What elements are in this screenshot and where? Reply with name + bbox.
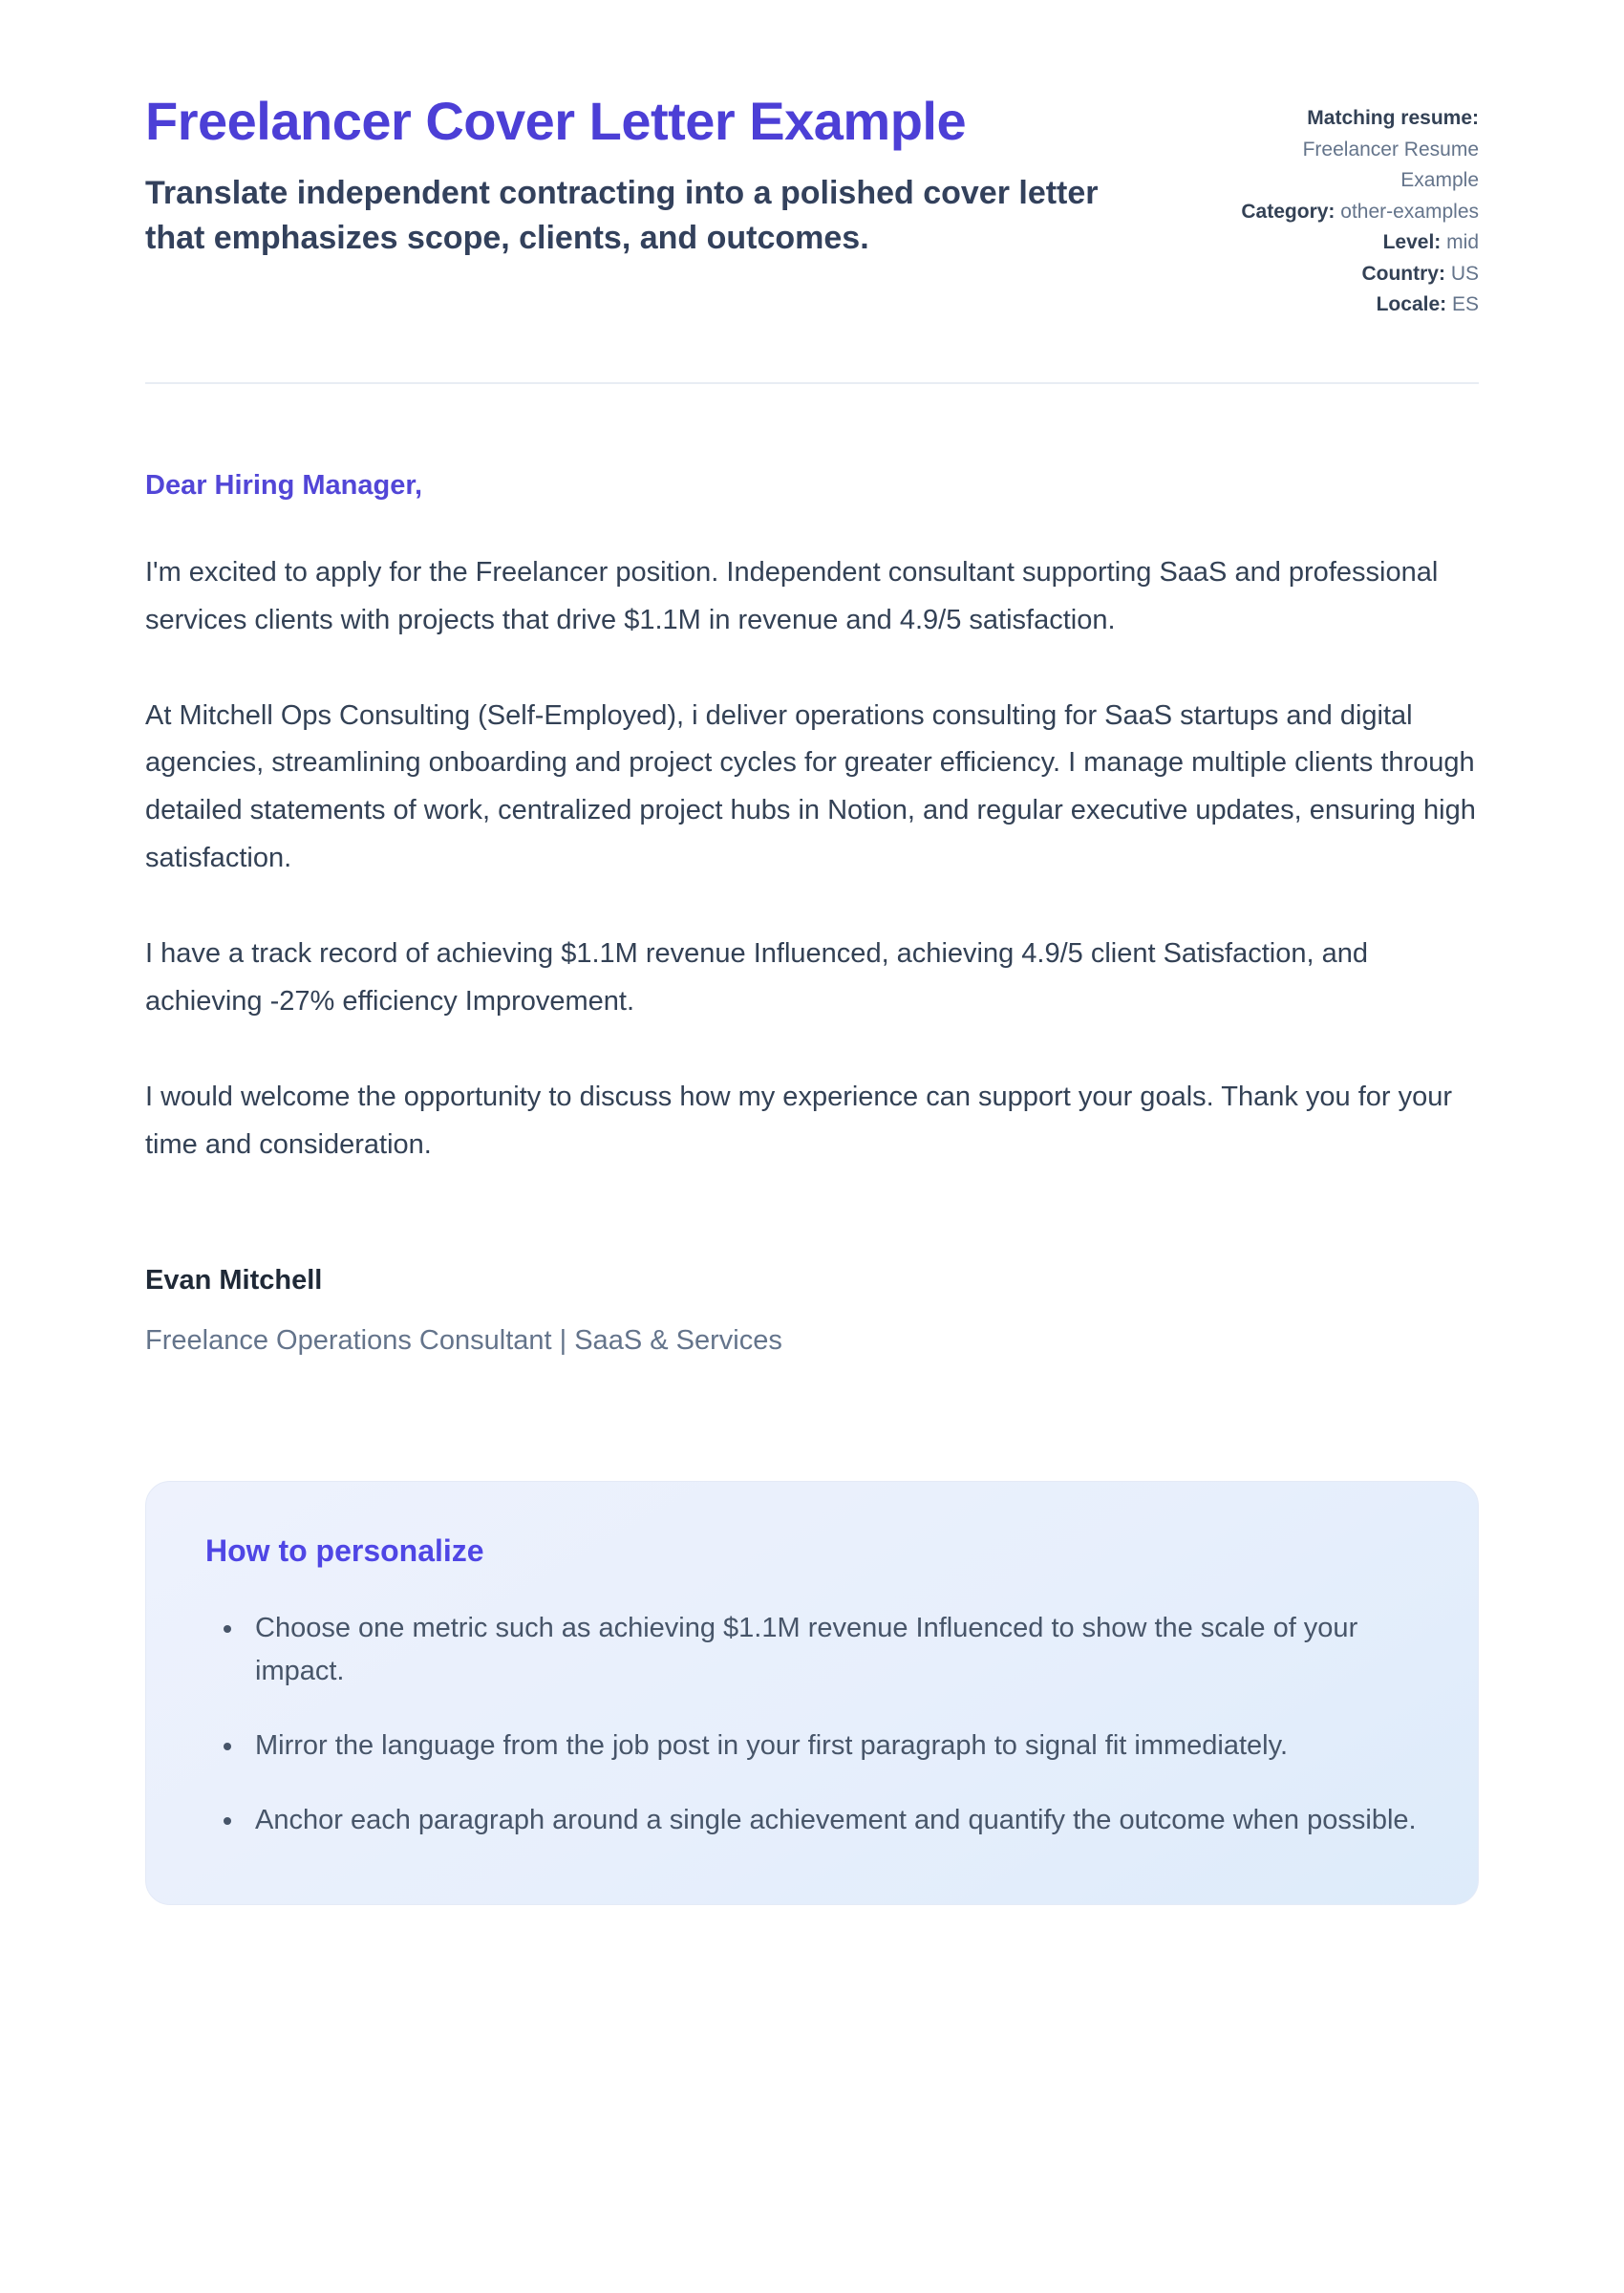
letter-paragraph: I have a track record of achieving $1.1M revenue Influenced, achieving 4.9/5 client Satisfaction, and achieving -27% efficiency Improvement. <box>145 938 1368 1017</box>
meta-value: ES <box>1451 293 1479 316</box>
page-subtitle: Translate independent contracting into a polished cover letter that emphasizes scope, clients, and outcomes. <box>145 174 1099 256</box>
cover-letter-body <box>145 470 1479 1357</box>
personalize-tip: • Anchor each paragraph around a single achievement and quantify the outcome when possible. <box>246 1799 1419 1843</box>
signature-role: Freelance Operations Consultant | SaaS & Services <box>145 1324 782 1356</box>
personalize-heading: How to personalize <box>205 1532 484 1568</box>
meta-label: Category: <box>1241 200 1336 223</box>
page <box>145 0 1479 1905</box>
personalize-card <box>145 1481 1479 1905</box>
letter-paragraph: I would welcome the opportunity to discuss how my experience can support your goals. Thank you for your time and consideration. <box>145 1081 1453 1160</box>
meta-label: Level: <box>1382 231 1442 254</box>
personalize-tip: • Mirror the language from the job post in your first paragraph to signal fit immediately. <box>246 1725 1419 1768</box>
letter-paragraph: At Mitchell Ops Consulting (Self-Employed), i deliver operations consulting for SaaS startups and digital agencies, streamlining onboarding and project cycles for greater efficiency. I manage multiple clients through detailed statements of work, centralized project hubs in Notion, and regular executive updates, ensuring high satisfaction. <box>145 699 1476 874</box>
title-block <box>145 92 1158 261</box>
personalize-tip: • Choose one metric such as achieving $1.1M revenue Influenced to show the scale of your impact. <box>246 1607 1419 1695</box>
signature-name: Evan Mitchell <box>145 1264 323 1296</box>
personalize-tips-list <box>205 1607 1419 1843</box>
meta-label: Country: <box>1361 262 1445 285</box>
meta-row-category <box>1236 197 1479 228</box>
resume-meta <box>1236 92 1479 321</box>
page-title: Freelancer Cover Letter Example <box>145 91 967 151</box>
meta-label: Locale: <box>1376 293 1447 316</box>
page-header <box>145 92 1479 321</box>
meta-value: other-examples <box>1340 200 1479 223</box>
meta-row-matching-resume <box>1236 103 1479 197</box>
meta-label: Matching resume: <box>1307 107 1479 129</box>
letter-paragraph: I'm excited to apply for the Freelancer position. Independent consultant supporting SaaS and professional services clients with projects that drive $1.1M in revenue and 4.9/5 satisfaction. <box>145 556 1439 635</box>
meta-value: US <box>1450 262 1479 285</box>
meta-value: mid <box>1446 231 1479 254</box>
signature-block <box>145 1265 1479 1357</box>
divider <box>145 382 1479 384</box>
meta-row-locale <box>1236 289 1479 321</box>
meta-row-country <box>1236 259 1479 290</box>
meta-value: Freelancer Resume Example <box>1302 138 1479 192</box>
meta-row-level <box>1236 227 1479 259</box>
salutation: Dear Hiring Manager, <box>145 469 423 501</box>
